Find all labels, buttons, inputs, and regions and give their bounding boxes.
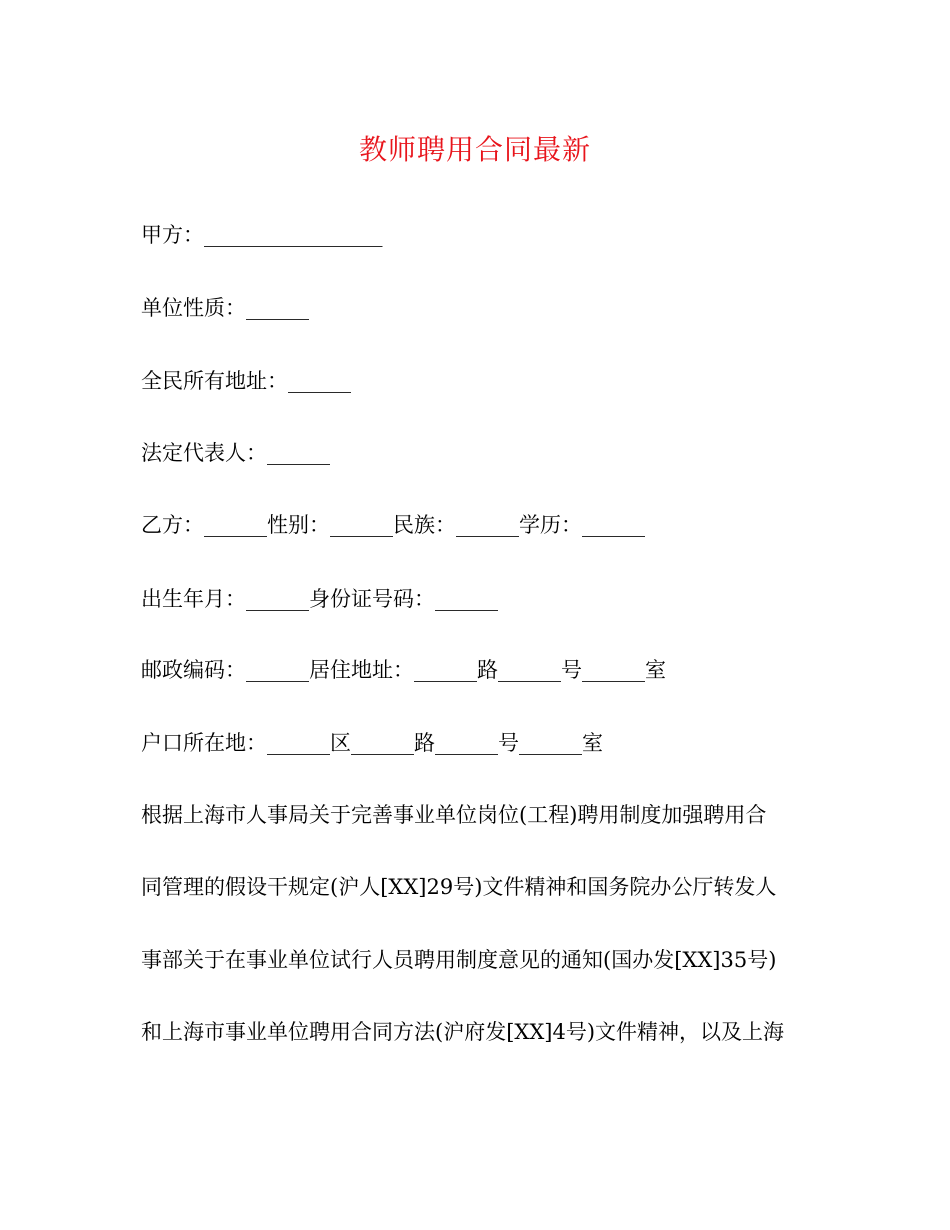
party-a-line: 甲方：_________________: [141, 223, 383, 247]
postal-residence-line: 邮政编码：______居住地址：______路______号______室: [141, 658, 666, 682]
paragraph-line: 根据上海市人事局关于完善事业单位岗位(工程)聘用制度加强聘用合: [141, 803, 767, 827]
legal-representative-line: 法定代表人：______: [141, 441, 330, 465]
paragraph-line: 事部关于在事业单位试行人员聘用制度意见的通知(国办发[XX]35号): [141, 948, 777, 972]
household-registration-line: 户口所在地：______区______路______号______室: [141, 731, 603, 755]
address-line: 全民所有地址：______: [141, 369, 351, 393]
party-b-line: 乙方：______性别：______民族：______学历：______: [141, 513, 645, 537]
paragraph-line: 和上海市事业单位聘用合同方法(沪府发[XX]4号)文件精神，以及上海: [141, 1020, 785, 1044]
document-title: 教师聘用合同最新: [358, 133, 591, 166]
birth-id-line: 出生年月：______身份证号码：______: [141, 587, 498, 611]
paragraph-line: 同管理的假设干规定(沪人[XX]29号)文件精神和国务院办公厅转发人: [141, 875, 777, 899]
unit-nature-line: 单位性质：______: [141, 296, 309, 320]
